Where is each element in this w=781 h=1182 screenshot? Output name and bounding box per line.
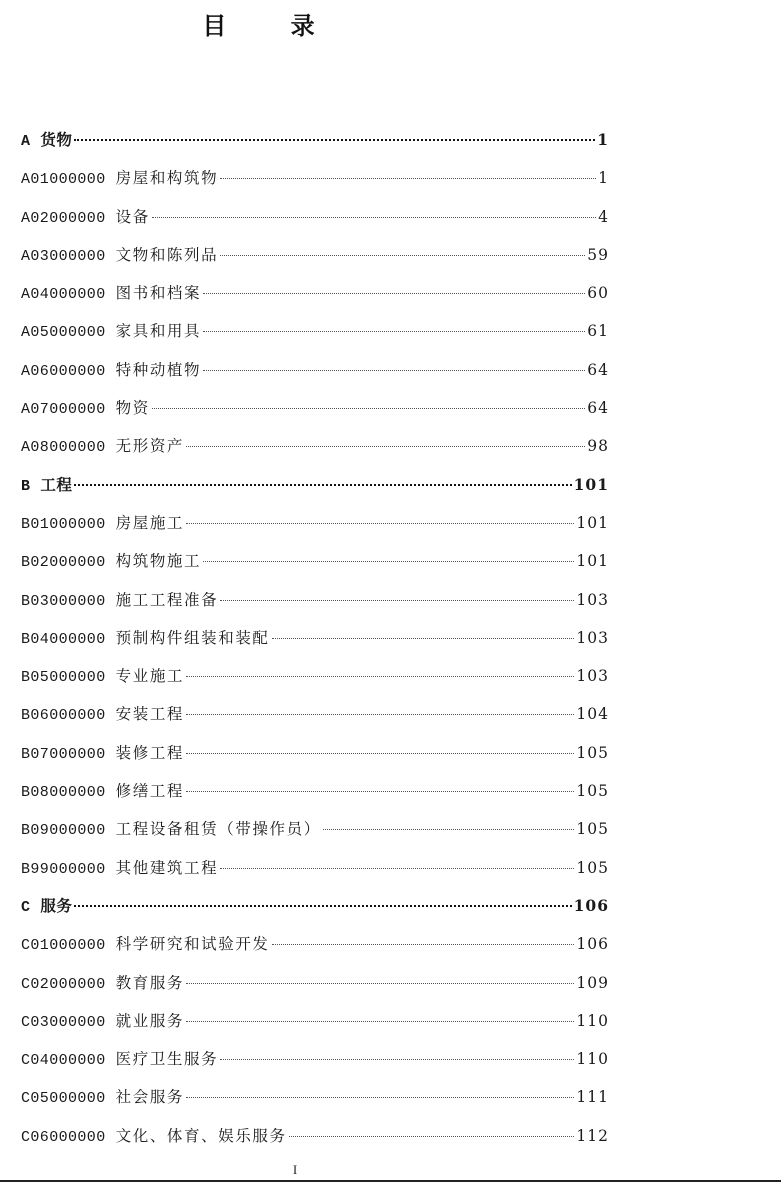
dot-leader	[152, 408, 585, 409]
toc-entry-title: 装修工程	[115, 743, 185, 762]
toc-entry-page: 64	[587, 360, 609, 379]
toc-entry-title: 社会服务	[115, 1088, 185, 1107]
toc-entry-page: 105	[576, 782, 609, 801]
dot-leader	[186, 983, 574, 984]
toc-entry-code: A08000000	[21, 439, 106, 457]
dot-leader	[203, 293, 585, 294]
toc-entry-page: 103	[576, 628, 609, 647]
toc-entry-title: 预制构件组装和装配	[115, 628, 270, 647]
toc-entry-label	[21, 166, 218, 192]
toc-entry-page: 105	[576, 743, 609, 762]
toc-entry-page: 106	[576, 935, 609, 954]
dot-leader	[323, 829, 575, 830]
page-title: 目 录	[202, 12, 343, 40]
toc-entry-page: 105	[576, 858, 609, 877]
toc-entry-label	[21, 779, 184, 805]
toc-entry-title: 医疗卫生服务	[115, 1050, 219, 1069]
dot-leader	[220, 178, 596, 179]
toc-entry[interactable]	[21, 1120, 609, 1158]
toc-entry[interactable]	[21, 622, 609, 660]
toc-entry-label	[21, 856, 218, 882]
toc-entry-code: B04000000	[21, 630, 106, 648]
toc-entry-title: 修缮工程	[115, 782, 185, 801]
toc-entry-code: A07000000	[21, 401, 106, 419]
dot-leader	[272, 944, 575, 945]
toc-entry-title: 教育服务	[115, 973, 185, 992]
dot-leader	[220, 1059, 574, 1060]
toc-entry-code: B01000000	[21, 515, 106, 533]
toc-entry-page: 101	[576, 513, 609, 532]
toc-entry-label	[21, 396, 150, 422]
toc-entry-label	[21, 817, 321, 843]
toc-entry-page: 64	[587, 399, 609, 418]
page-number: I	[292, 1162, 298, 1177]
toc-entry-page: 110	[576, 1050, 609, 1069]
toc-entry-page: 4	[598, 207, 609, 226]
toc-entry-title: 施工工程准备	[115, 590, 219, 609]
toc-entry-label	[21, 1124, 287, 1150]
toc-entry-title: 科学研究和试验开发	[115, 935, 270, 954]
toc-entry-code: B99000000	[21, 860, 106, 878]
toc-entry-title: 物资	[115, 399, 150, 418]
toc-entry-title: 就业服务	[115, 1011, 185, 1030]
dot-leader	[203, 561, 574, 562]
toc-entry-page: 1	[598, 169, 609, 188]
toc-entry-label	[21, 358, 201, 384]
toc-entry-code: C05000000	[21, 1090, 106, 1108]
toc-entry-page: 110	[576, 1011, 609, 1030]
toc-entry-title: 特种动植物	[115, 360, 202, 379]
dot-leader	[186, 753, 574, 754]
toc-entry-page: 101	[576, 552, 609, 571]
toc-entry-title: 其他建筑工程	[115, 858, 219, 877]
toc-entry[interactable]	[21, 737, 609, 775]
dot-leader	[186, 446, 585, 447]
dot-leader	[186, 676, 574, 677]
toc-entry-title: 图书和档案	[115, 284, 202, 303]
dot-leader	[203, 331, 585, 332]
toc-entry-code: A04000000	[21, 286, 106, 304]
toc-entry-code: B07000000	[21, 745, 106, 763]
toc-entry[interactable]	[21, 201, 609, 239]
toc-entry-code: B	[21, 477, 31, 495]
table-of-contents	[21, 124, 609, 1158]
toc-entry-title: 服务	[40, 895, 73, 915]
toc-entry-label	[21, 243, 218, 269]
toc-entry[interactable]	[21, 239, 609, 277]
toc-entry-title: 房屋和构筑物	[115, 169, 219, 188]
toc-entry-code: C	[21, 898, 31, 916]
toc-entry[interactable]	[21, 775, 609, 813]
toc-entry[interactable]	[21, 698, 609, 736]
toc-entry[interactable]	[21, 813, 609, 851]
dot-leader	[220, 868, 574, 869]
toc-entry[interactable]	[21, 354, 609, 392]
toc-entry-page: 105	[576, 820, 609, 839]
toc-entry-code: A05000000	[21, 324, 106, 342]
toc-entry-code: C02000000	[21, 975, 106, 993]
toc-entry-label	[21, 1085, 184, 1111]
toc-entry-label	[21, 702, 184, 728]
toc-entry[interactable]	[21, 507, 609, 545]
toc-entry-title: 构筑物施工	[115, 552, 202, 571]
toc-entry[interactable]	[21, 928, 609, 966]
toc-entry-title: 文化、体育、娱乐服务	[115, 1126, 287, 1145]
dot-leader	[74, 905, 571, 907]
toc-entry-label	[21, 741, 184, 767]
toc-entry-page: 59	[587, 245, 609, 264]
toc-entry-label	[21, 281, 201, 307]
toc-entry[interactable]	[21, 852, 609, 890]
toc-entry-page: 61	[587, 322, 609, 341]
toc-entry[interactable]	[21, 660, 609, 698]
toc-entry-page: 112	[576, 1126, 609, 1145]
toc-entry-label	[21, 319, 201, 345]
dot-leader	[186, 714, 574, 715]
toc-entry-code: B03000000	[21, 592, 106, 610]
toc-entry-page: 111	[576, 1088, 609, 1107]
toc-entry-label	[21, 434, 184, 460]
toc-entry-code: B09000000	[21, 822, 106, 840]
toc-entry-title: 工程设备租赁（带操作员）	[115, 820, 321, 839]
toc-entry-title: 安装工程	[115, 705, 185, 724]
toc-entry-page: 104	[576, 705, 609, 724]
toc-entry-code: C04000000	[21, 1052, 106, 1070]
toc-entry-page: 1	[597, 130, 609, 149]
toc-entry-code: C01000000	[21, 937, 106, 955]
toc-entry-page: 103	[576, 667, 609, 686]
toc-entry-code: B02000000	[21, 554, 106, 572]
toc-entry-code: A06000000	[21, 362, 106, 380]
toc-entry-page: 98	[587, 437, 609, 456]
toc-entry-title: 专业施工	[115, 667, 185, 686]
toc-entry-code: A01000000	[21, 171, 106, 189]
toc-entry-code: C03000000	[21, 1013, 106, 1031]
toc-entry-page: 106	[573, 895, 609, 915]
toc-entry-label	[21, 894, 72, 920]
toc-entry[interactable]	[21, 277, 609, 315]
toc-entry-title: 家具和用具	[115, 322, 202, 341]
toc-section-entry[interactable]	[21, 890, 609, 928]
toc-section-entry[interactable]	[21, 124, 609, 162]
dot-leader	[186, 791, 574, 792]
toc-entry[interactable]	[21, 1081, 609, 1119]
toc-entry-code: A03000000	[21, 247, 106, 265]
toc-section-entry[interactable]	[21, 469, 609, 507]
toc-entry-label	[21, 971, 184, 997]
toc-entry-label	[21, 128, 72, 154]
toc-entry-label	[21, 205, 150, 231]
dot-leader	[186, 1021, 574, 1022]
dot-leader	[74, 484, 571, 486]
toc-entry[interactable]	[21, 545, 609, 583]
dot-leader	[203, 370, 585, 371]
toc-entry-title: 房屋施工	[115, 513, 185, 532]
dot-leader	[152, 217, 596, 218]
toc-entry-label	[21, 664, 184, 690]
dot-leader	[289, 1136, 575, 1137]
toc-entry[interactable]	[21, 1043, 609, 1081]
toc-entry[interactable]	[21, 1005, 609, 1043]
dot-leader	[186, 1097, 574, 1098]
toc-entry-code: A02000000	[21, 209, 106, 227]
toc-entry-label	[21, 932, 270, 958]
dot-leader	[220, 255, 585, 256]
dot-leader	[220, 600, 574, 601]
toc-entry-label	[21, 588, 218, 614]
toc-entry-label	[21, 1009, 184, 1035]
toc-entry-title: 货物	[40, 130, 73, 149]
toc-entry-label	[21, 1047, 218, 1073]
toc-entry-code: A	[21, 133, 31, 150]
toc-entry[interactable]	[21, 392, 609, 430]
toc-entry-title: 无形资产	[115, 437, 185, 456]
toc-entry-label	[21, 626, 270, 652]
dot-leader	[186, 523, 574, 524]
toc-entry-code: C06000000	[21, 1128, 106, 1146]
toc-entry-page: 101	[573, 474, 609, 494]
toc-entry-code: B08000000	[21, 784, 106, 802]
toc-entry-label	[21, 511, 184, 537]
toc-entry-title: 工程	[40, 474, 73, 494]
toc-entry-page: 109	[576, 973, 609, 992]
dot-leader	[74, 139, 595, 141]
toc-entry[interactable]	[21, 430, 609, 468]
toc-entry-code: B06000000	[21, 707, 106, 725]
toc-entry-page: 103	[576, 590, 609, 609]
toc-entry-title: 设备	[115, 207, 150, 226]
toc-entry[interactable]	[21, 315, 609, 353]
toc-entry-label	[21, 473, 72, 499]
toc-entry[interactable]	[21, 967, 609, 1005]
toc-entry[interactable]	[21, 162, 609, 200]
toc-entry[interactable]	[21, 584, 609, 622]
toc-entry-title: 文物和陈列品	[115, 245, 219, 264]
toc-entry-page: 60	[587, 284, 609, 303]
toc-entry-label	[21, 549, 201, 575]
toc-entry-code: B05000000	[21, 669, 106, 687]
dot-leader	[272, 638, 575, 639]
